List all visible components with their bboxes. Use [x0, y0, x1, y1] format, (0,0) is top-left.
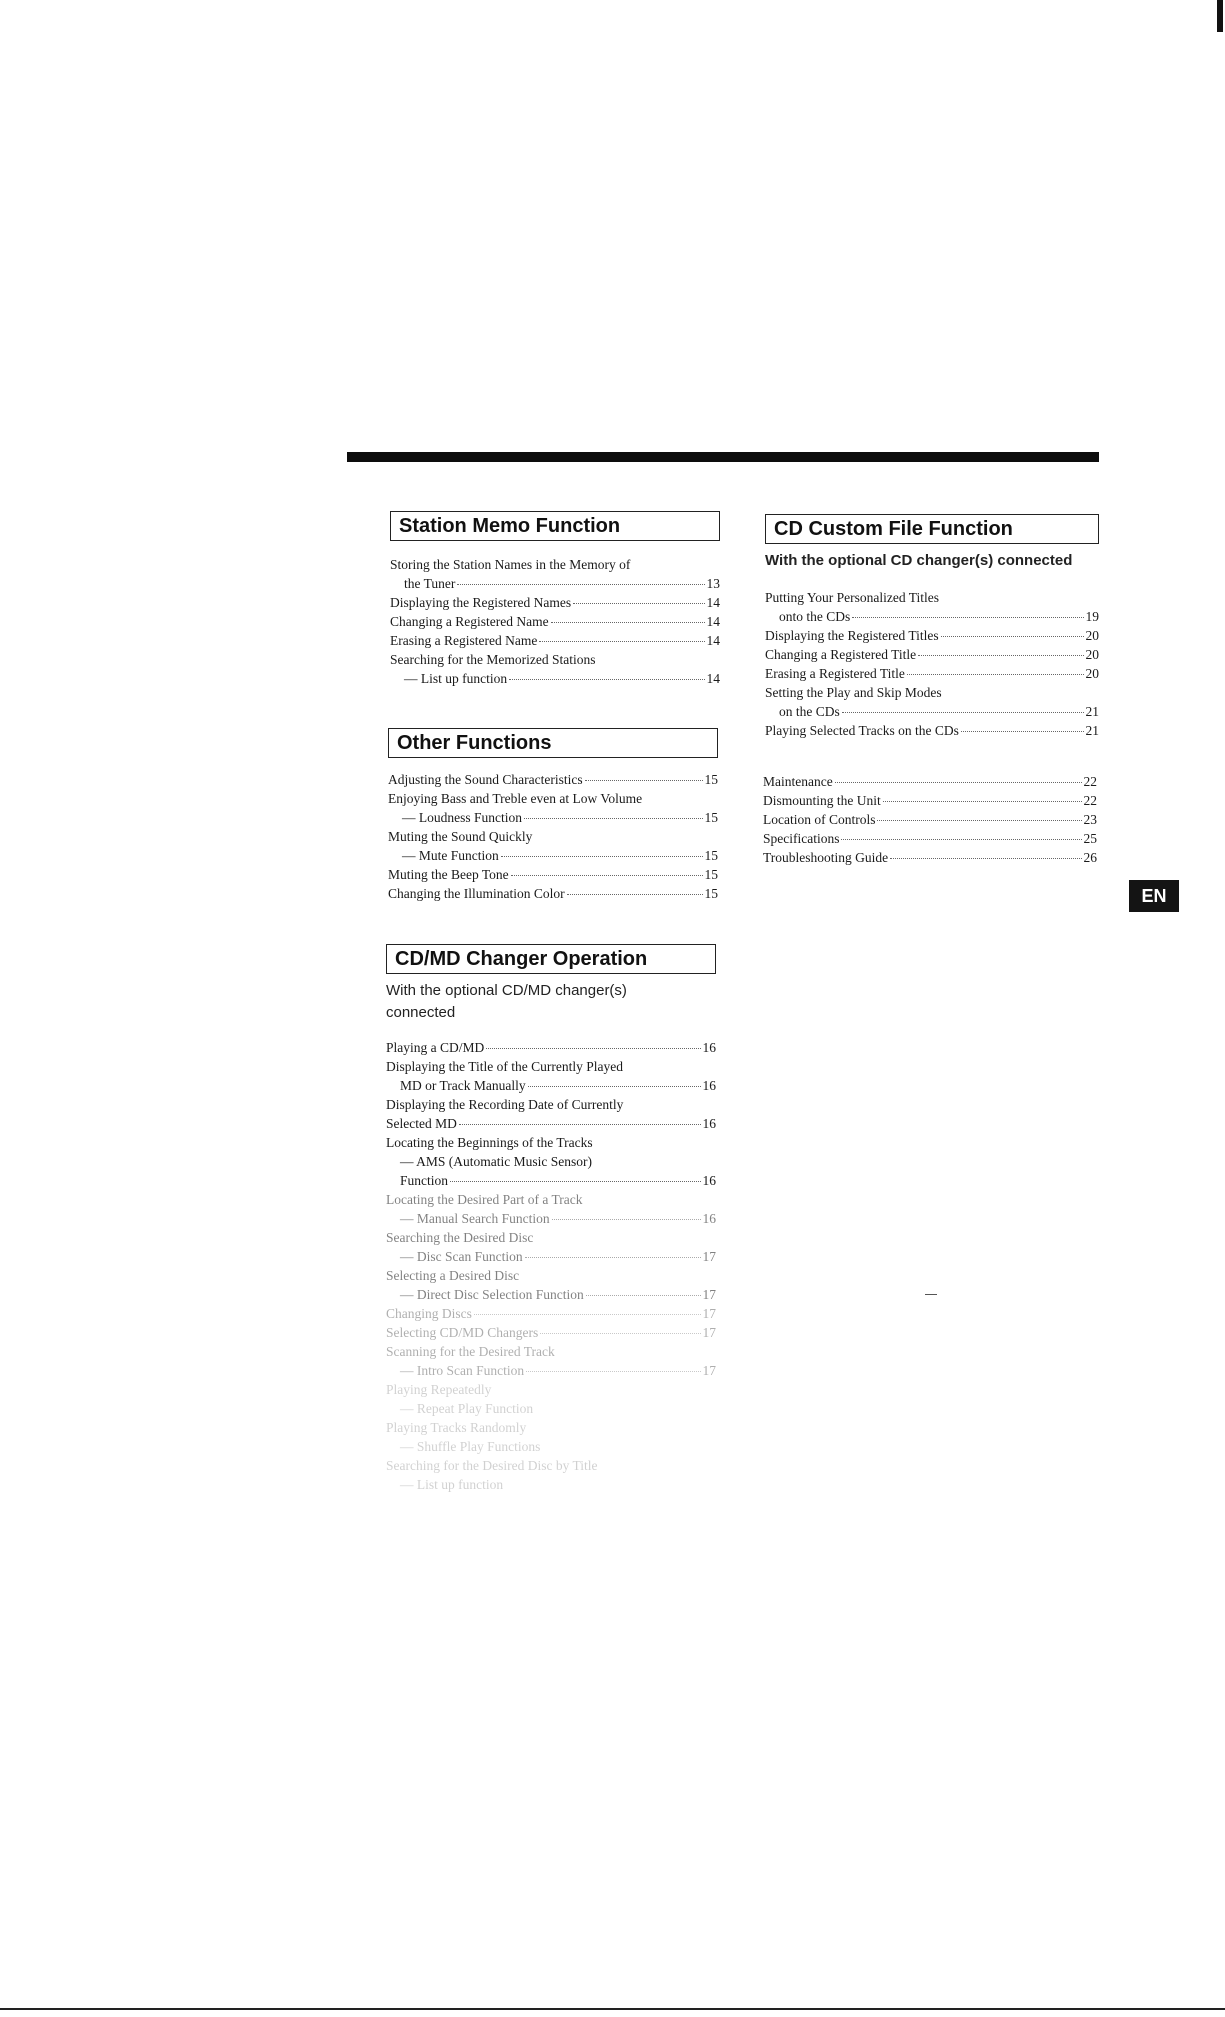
toc-entry-text: Muting the Beep Tone	[388, 867, 509, 882]
toc-entry-text: Playing Tracks Randomly	[386, 1419, 527, 1435]
toc-entry	[386, 1361, 716, 1380]
toc-entry-text: Storing the Station Names in the Memory of	[390, 557, 631, 572]
toc-entry	[763, 810, 1097, 829]
toc-page-number: 14	[706, 614, 720, 629]
toc-entry-text: Erasing a Registered Name	[390, 633, 538, 648]
leader-dots	[501, 856, 703, 857]
toc-entry	[390, 669, 720, 688]
leader-dots	[509, 679, 704, 680]
toc-entry-text: — AMS (Automatic Music Sensor)	[400, 1153, 592, 1169]
toc-page-number: 16	[702, 1077, 716, 1093]
toc-entry	[388, 884, 718, 903]
toc-page-number: 21	[1085, 703, 1099, 719]
section-title: Station Memo Function	[390, 511, 720, 541]
toc-entry-text: Playing Repeatedly	[386, 1381, 492, 1397]
toc-page-number: 20	[1085, 646, 1099, 662]
leader-dots	[539, 641, 704, 642]
leader-dots	[890, 858, 1081, 859]
section-title: CD Custom File Function	[765, 514, 1099, 544]
toc-page-number: 16	[702, 1039, 716, 1055]
toc-entry-text: Troubleshooting Guide	[763, 850, 889, 865]
toc-entry	[765, 607, 1099, 626]
toc-entry	[386, 1152, 716, 1171]
leader-dots	[525, 1257, 701, 1258]
toc-page-number: 15	[704, 848, 718, 863]
toc-page-number: 21	[1085, 722, 1099, 738]
toc-entry	[763, 772, 1097, 791]
leader-dots	[526, 1371, 700, 1372]
toc-entry-text: — Disc Scan Function	[400, 1248, 523, 1264]
toc-entry	[386, 1095, 716, 1114]
leader-dots	[511, 875, 703, 876]
leader-dots	[586, 1295, 701, 1296]
toc-entry	[765, 721, 1099, 740]
toc-entry	[765, 664, 1099, 683]
leader-dots	[842, 712, 1084, 713]
toc-entry	[386, 1399, 716, 1418]
toc-entry	[386, 1266, 716, 1285]
leader-dots	[567, 894, 703, 895]
toc-entry-text: Locating the Desired Part of a Track	[386, 1191, 583, 1207]
edge-mark	[1217, 0, 1223, 32]
toc-entry	[386, 1323, 716, 1342]
toc-entry-text: Location of Controls	[763, 812, 876, 827]
toc-entry-text: Changing a Registered Title	[765, 646, 917, 662]
toc-list	[388, 770, 718, 903]
toc-entry-text: Dismounting the Unit	[763, 793, 881, 808]
toc-entry-text: — Intro Scan Function	[400, 1362, 525, 1378]
toc-entry	[386, 1171, 716, 1190]
toc-entry-text: Playing a CD/MD	[386, 1039, 485, 1055]
section-subtitle: With the optional CD changer(s) connected	[765, 552, 1073, 569]
section-cd-custom-file	[765, 514, 1099, 740]
section-station-memo	[390, 511, 720, 688]
toc-entry	[388, 770, 718, 789]
toc-entry	[386, 1380, 716, 1399]
leader-dots	[528, 1086, 701, 1087]
leader-dots	[883, 801, 1082, 802]
toc-entry-text: Locating the Beginnings of the Tracks	[386, 1134, 593, 1150]
leader-dots	[459, 1124, 701, 1125]
toc-entry	[386, 1304, 716, 1323]
section-title: CD/MD Changer Operation	[386, 944, 716, 974]
toc-page-number: 14	[706, 671, 720, 686]
toc-entry-text: onto the CDs	[779, 608, 851, 624]
toc-entry	[386, 1342, 716, 1361]
leader-dots	[457, 584, 704, 585]
toc-entry	[763, 791, 1097, 810]
toc-entry	[765, 626, 1099, 645]
toc-page-number: 23	[1083, 812, 1097, 827]
bottom-rule	[0, 2008, 1225, 2010]
toc-entry	[390, 593, 720, 612]
toc-entry-text: — Direct Disc Selection Function	[400, 1286, 584, 1302]
toc-entry-text: — Shuffle Play Functions	[400, 1438, 541, 1454]
toc-page-number: 13	[706, 576, 720, 591]
toc-entry	[386, 1475, 716, 1494]
toc-entry-text: — Manual Search Function	[400, 1210, 550, 1226]
toc-entry	[388, 789, 718, 808]
toc-entry	[765, 702, 1099, 721]
leader-dots	[486, 1048, 700, 1049]
toc-entry-text: Searching for the Memorized Stations	[390, 652, 596, 667]
leader-dots	[540, 1333, 700, 1334]
toc-page-number: 17	[702, 1248, 716, 1264]
toc-list	[765, 588, 1099, 740]
toc-entry-text: — List up function	[404, 671, 508, 686]
leader-dots	[551, 622, 705, 623]
toc-entry-text: Adjusting the Sound Characteristics	[388, 772, 583, 787]
leader-dots	[941, 636, 1084, 637]
toc-list	[386, 1038, 716, 1494]
toc-entry	[390, 555, 720, 574]
toc-entry-text: Setting the Play and Skip Modes	[765, 684, 942, 700]
toc-entry-text: Displaying the Registered Titles	[765, 627, 939, 643]
leader-dots	[852, 617, 1083, 618]
toc-entry-text: Changing Discs	[386, 1305, 472, 1321]
toc-page-number: 25	[1083, 831, 1097, 846]
toc-page-number: 22	[1083, 774, 1097, 789]
toc-entry-text: Scanning for the Desired Track	[386, 1343, 555, 1359]
toc-entry	[386, 1038, 716, 1057]
toc-entry-text: Searching for the Desired Disc by Title	[386, 1457, 598, 1473]
leader-dots	[877, 820, 1081, 821]
toc-entry-text: Enjoying Bass and Treble even at Low Volume	[388, 791, 643, 806]
toc-page-number: 16	[702, 1115, 716, 1131]
toc-entry	[386, 1057, 716, 1076]
toc-page-number: 17	[702, 1362, 716, 1378]
header-rule	[347, 452, 1099, 462]
toc-entry	[386, 1133, 716, 1152]
toc-entry-text: Selecting CD/MD Changers	[386, 1324, 539, 1340]
toc-page-number: 26	[1083, 850, 1097, 865]
toc-entry-text: the Tuner	[404, 576, 456, 591]
toc-entry	[386, 1228, 716, 1247]
toc-page-number: 15	[704, 886, 718, 901]
toc-entry	[390, 612, 720, 631]
toc-entry	[388, 865, 718, 884]
leader-dots	[585, 780, 703, 781]
toc-page-number: 16	[702, 1210, 716, 1226]
toc-entry	[763, 829, 1097, 848]
toc-entry-text: Selecting a Desired Disc	[386, 1267, 520, 1283]
toc-entry-text: Putting Your Personalized Titles	[765, 589, 940, 605]
toc-page-number: 20	[1085, 627, 1099, 643]
toc-entry-text: Selected MD	[386, 1115, 457, 1131]
toc-page-number: 19	[1085, 608, 1099, 624]
leader-dots	[961, 731, 1084, 732]
toc-entry	[386, 1456, 716, 1475]
leader-dots	[524, 818, 703, 819]
toc-entry	[765, 588, 1099, 607]
toc-entry	[765, 683, 1099, 702]
toc-entry-text: Erasing a Registered Title	[765, 665, 905, 681]
section-title: Other Functions	[388, 728, 718, 758]
toc-page-number: 16	[702, 1172, 716, 1188]
toc-entry	[386, 1285, 716, 1304]
toc-entry-text: on the CDs	[779, 703, 840, 719]
toc-entry	[386, 1114, 716, 1133]
toc-entry-text: Function	[400, 1172, 449, 1188]
leader-dots	[835, 782, 1082, 783]
toc-entry	[390, 650, 720, 669]
leader-dots	[907, 674, 1084, 675]
toc-entry	[765, 645, 1099, 664]
toc-entry-text: Displaying the Title of the Currently Played	[386, 1058, 623, 1074]
section-subtitle: With the optional CD/MD changer(s) connected	[386, 982, 627, 1021]
toc-entry-text: — List up function	[400, 1476, 504, 1492]
leader-dots	[573, 603, 704, 604]
toc-entry	[388, 846, 718, 865]
toc-page-number: 14	[706, 633, 720, 648]
toc-page-number: 14	[706, 595, 720, 610]
toc-page-number: 17	[702, 1305, 716, 1321]
toc-entry-text: Displaying the Registered Names	[390, 595, 572, 610]
toc-entry	[390, 574, 720, 593]
toc-entry-text: Playing Selected Tracks on the CDs	[765, 722, 959, 738]
toc-entry-text: Changing a Registered Name	[390, 614, 549, 629]
stray-mark	[925, 1294, 937, 1295]
leader-dots	[450, 1181, 700, 1182]
toc-entry-text: Maintenance	[763, 774, 833, 789]
toc-entry-text: Changing the Illumination Color	[388, 886, 565, 901]
leader-dots	[552, 1219, 701, 1220]
toc-entry-text: — Mute Function	[402, 848, 499, 863]
toc-entry	[388, 827, 718, 846]
leader-dots	[474, 1314, 701, 1315]
section-cdmd-changer	[386, 944, 716, 1494]
toc-entry-text: Specifications	[763, 831, 840, 846]
toc-page-number: 15	[704, 810, 718, 825]
toc-entry	[386, 1418, 716, 1437]
toc-entry	[386, 1247, 716, 1266]
toc-entry-text: Searching the Desired Disc	[386, 1229, 534, 1245]
toc-list	[390, 555, 720, 688]
toc-entry-text: MD or Track Manually	[400, 1077, 526, 1093]
toc-entry	[386, 1190, 716, 1209]
toc-entry	[386, 1437, 716, 1456]
section-other-functions	[388, 728, 718, 903]
toc-page-number: 22	[1083, 793, 1097, 808]
toc-entry-text: Displaying the Recording Date of Currently	[386, 1096, 624, 1112]
section-misc	[763, 772, 1097, 867]
toc-page-number: 20	[1085, 665, 1099, 681]
toc-page-number: 15	[704, 867, 718, 882]
toc-entry-text: Muting the Sound Quickly	[388, 829, 533, 844]
toc-page-number: 15	[704, 772, 718, 787]
toc-entry	[386, 1076, 716, 1095]
toc-page-number: 17	[702, 1286, 716, 1302]
toc-entry	[763, 848, 1097, 867]
leader-dots	[841, 839, 1081, 840]
toc-entry	[386, 1209, 716, 1228]
toc-entry	[388, 808, 718, 827]
toc-entry-text: — Repeat Play Function	[400, 1400, 534, 1416]
toc-list	[763, 772, 1097, 867]
leader-dots	[918, 655, 1083, 656]
toc-page-number: 17	[702, 1324, 716, 1340]
toc-entry-text: — Loudness Function	[402, 810, 522, 825]
language-tab: EN	[1129, 880, 1179, 912]
toc-entry	[390, 631, 720, 650]
